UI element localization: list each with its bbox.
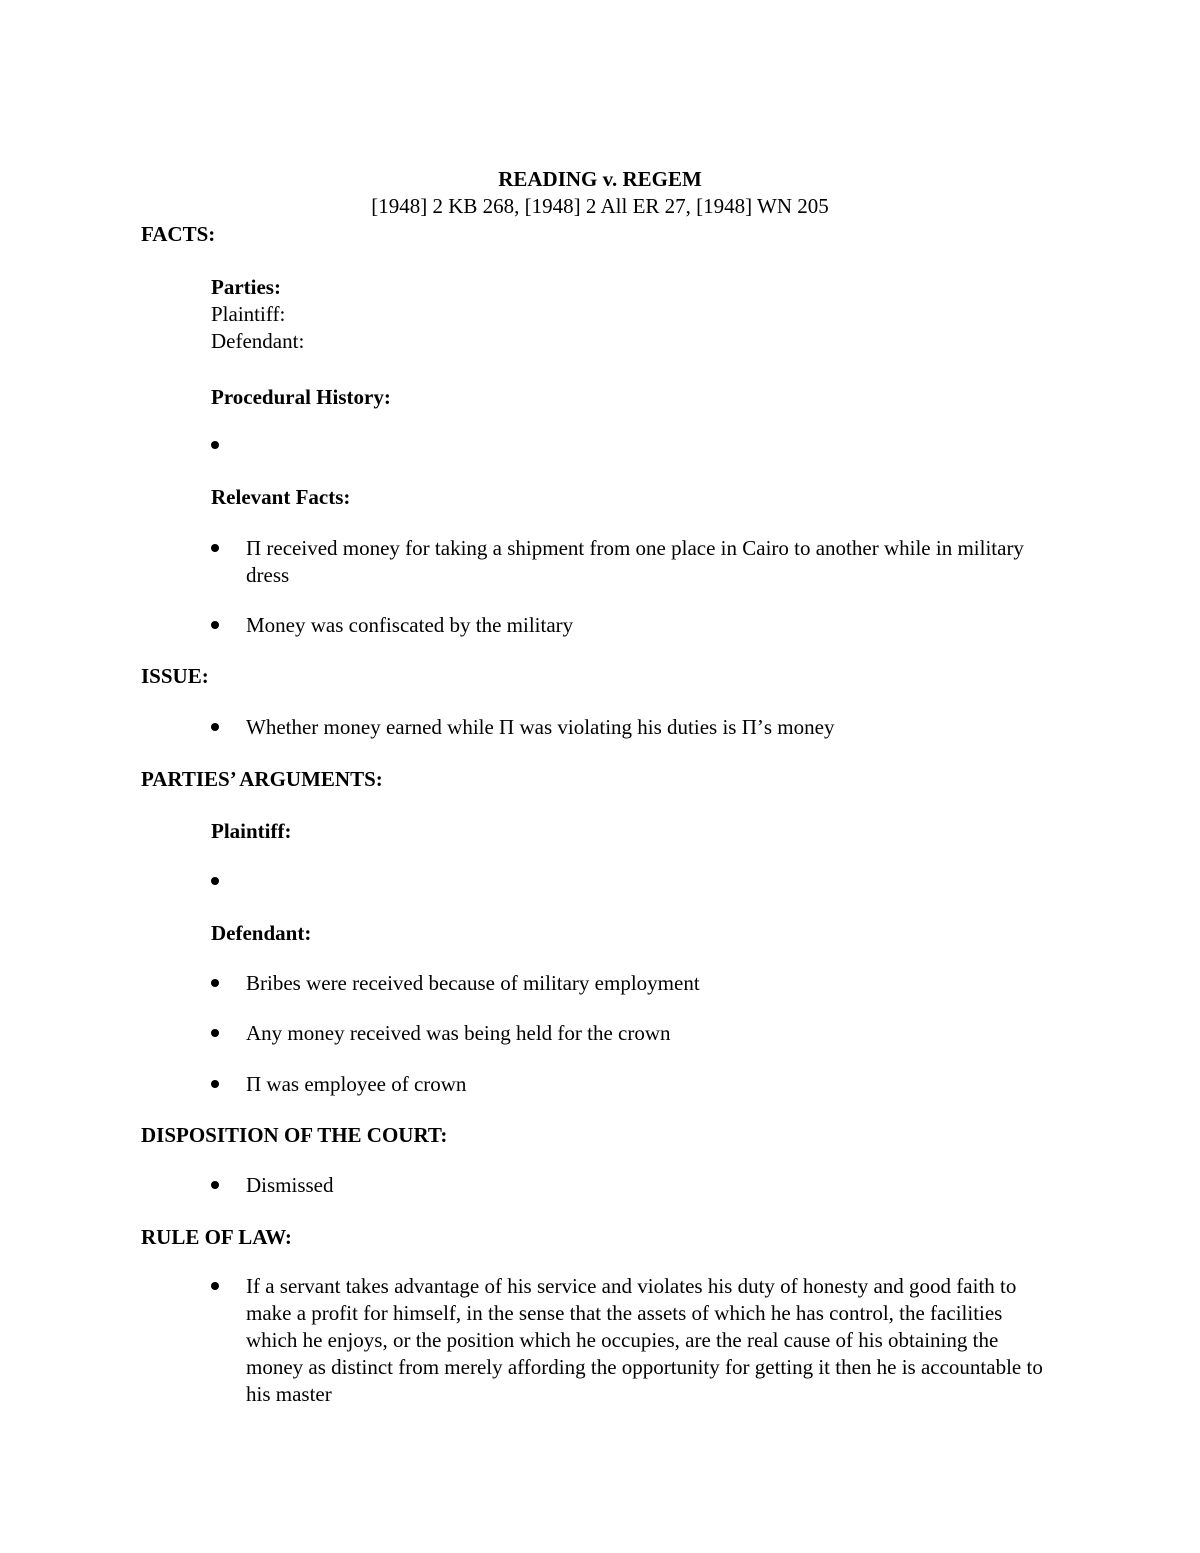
bullet-dot-icon: [211, 621, 219, 629]
plaintiff-arguments-heading: Plaintiff:: [211, 819, 292, 843]
bullet-text: Π received money for taking a shipment from one place in Cairo to another while in military dress: [246, 536, 1024, 587]
arguments-heading: PARTIES’ ARGUMENTS:: [141, 767, 383, 791]
bullet-text: Money was confiscated by the military: [246, 613, 574, 637]
plaintiff-label: Plaintiff:: [211, 302, 286, 326]
procedural-history-heading: Procedural History:: [211, 385, 391, 409]
rule-of-law-heading: RULE OF LAW:: [141, 1225, 292, 1249]
bullet-text: If a servant takes advantage of his service and violates his duty of honesty and good faith to make a profit for himself, in the sense that the assets of which he has control, the facilities which he enjoys, or the position which he occupies, are the real cause of his obtaining the money as distinct from merely affording the opportunity for getting it then he is accountable to his master: [246, 1274, 1043, 1406]
bullet-text: Whether money earned while Π was violating his duties is Π’s money: [246, 715, 835, 739]
issue-heading: ISSUE:: [141, 664, 209, 688]
bullet-text: Π was employee of crown: [246, 1072, 467, 1096]
bullet-dot-icon: [211, 1029, 219, 1037]
defendant-arguments-heading: Defendant:: [211, 921, 312, 945]
disposition-heading: DISPOSITION OF THE COURT:: [141, 1123, 448, 1147]
bullet-dot-icon: [211, 1181, 219, 1189]
bullet-dot-icon: [211, 1080, 219, 1088]
bullet-dot-icon: [211, 1282, 219, 1290]
bullet-dot-icon: [211, 723, 219, 731]
bullet-dot-icon: [211, 877, 219, 885]
facts-heading: FACTS:: [141, 222, 216, 246]
case-title: READING v. REGEM: [498, 167, 702, 191]
bullet-text: Bribes were received because of military employment: [246, 971, 700, 995]
parties-heading: Parties:: [211, 275, 281, 299]
relevant-facts-heading: Relevant Facts:: [211, 485, 351, 509]
defendant-label: Defendant:: [211, 329, 305, 353]
bullet-dot-icon: [211, 441, 219, 449]
bullet-dot-icon: [211, 544, 219, 552]
case-citation: [1948] 2 KB 268, [1948] 2 All ER 27, [1948] WN 205: [371, 194, 829, 218]
bullet-dot-icon: [211, 979, 219, 987]
bullet-text: Dismissed: [246, 1173, 334, 1197]
bullet-text: Any money received was being held for the crown: [246, 1021, 671, 1045]
